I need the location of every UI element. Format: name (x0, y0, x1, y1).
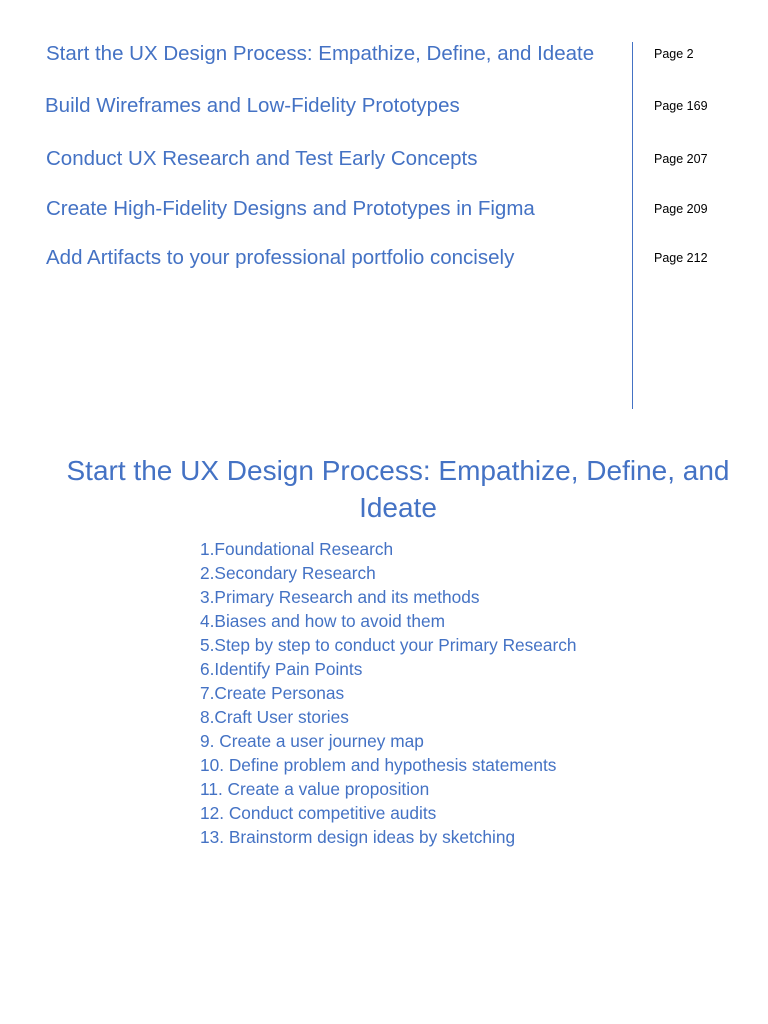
topic-list-item: 8.Craft User stories (200, 707, 349, 727)
topic-list-item: 13. Brainstorm design ideas by sketching (200, 827, 516, 847)
topic-list-item: 12. Conduct competitive audits (200, 803, 437, 823)
topic-list-item: 5.Step by step to conduct your Primary Research (200, 635, 577, 655)
toc-entry-page: Page 169 (654, 99, 708, 113)
topic-list-item: 7.Create Personas (200, 683, 345, 703)
topic-list-item: 6.Identify Pain Points (200, 659, 363, 679)
toc-divider (632, 42, 633, 409)
topic-list-item: 11. Create a value proposition (200, 779, 430, 799)
toc-entry[interactable] (0, 144, 768, 174)
topic-list (200, 537, 577, 849)
toc-entry-title[interactable]: Add Artifacts to your professional portfolio concisely (46, 246, 515, 269)
toc-entry[interactable] (0, 91, 768, 121)
toc-entry-title[interactable]: Build Wireframes and Low-Fidelity Prototypes (45, 94, 460, 117)
table-of-contents (0, 0, 768, 420)
toc-entry-title[interactable]: Conduct UX Research and Test Early Concepts (46, 147, 478, 170)
toc-entry-title[interactable]: Create High-Fidelity Designs and Prototypes in Figma (46, 197, 535, 220)
topic-list-item: 1.Foundational Research (200, 539, 394, 559)
topic-list-item: 3.Primary Research and its methods (200, 587, 480, 607)
topic-list-item: 10. Define problem and hypothesis statements (200, 755, 557, 775)
toc-entry-page: Page 207 (654, 152, 708, 166)
toc-entry[interactable] (0, 243, 768, 273)
toc-entry-page: Page 2 (654, 47, 694, 61)
topic-list-item: 2.Secondary Research (200, 563, 376, 583)
toc-entry[interactable] (0, 39, 768, 69)
section-heading: Start the UX Design Process: Empathize, Define, and Ideate (66, 455, 730, 523)
topic-list-item: 9. Create a user journey map (200, 731, 424, 751)
toc-entry[interactable] (0, 194, 768, 224)
toc-entry-page: Page 209 (654, 202, 708, 216)
topic-list-item: 4.Biases and how to avoid them (200, 611, 445, 631)
toc-entry-title[interactable]: Start the UX Design Process: Empathize, Define, and Ideate (46, 42, 595, 65)
toc-entry-page: Page 212 (654, 251, 708, 265)
